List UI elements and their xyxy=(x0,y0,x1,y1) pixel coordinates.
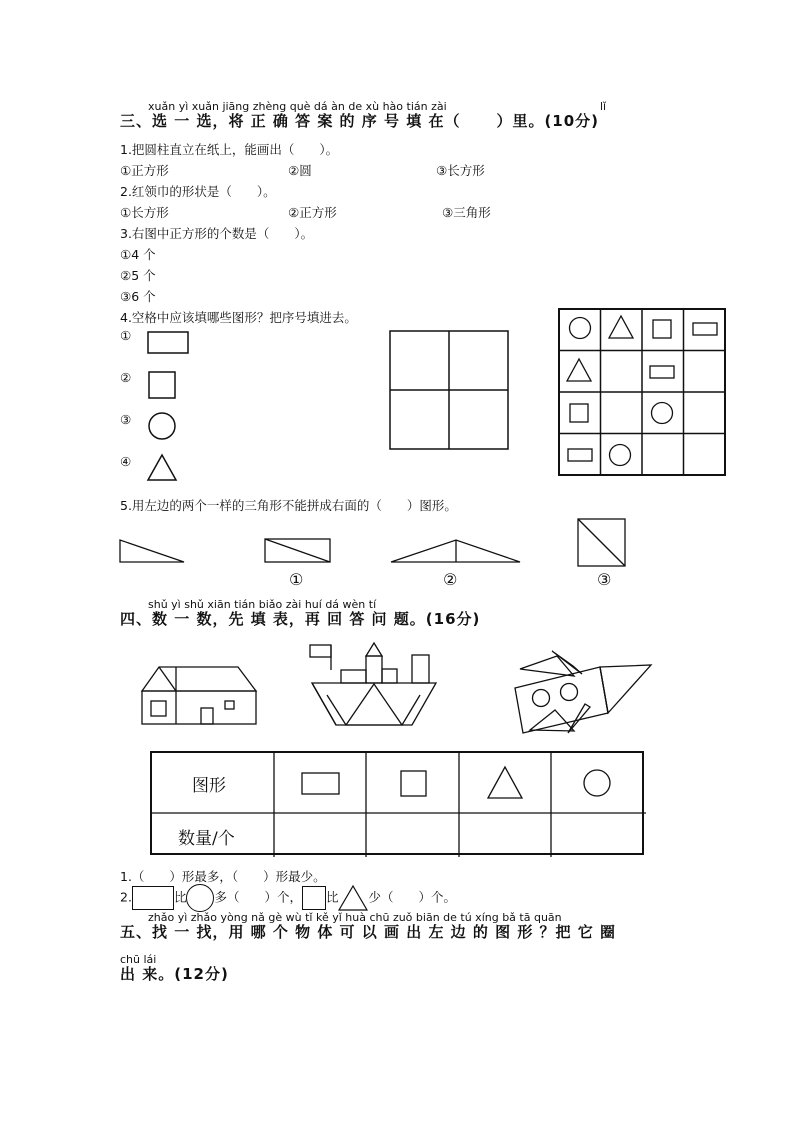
q5-figure-3 xyxy=(578,519,625,566)
q5-figure-2 xyxy=(391,540,520,562)
house-picture xyxy=(142,667,256,724)
q4-option-4-label: ④ xyxy=(120,454,132,469)
q2-circle-icon xyxy=(186,884,214,912)
section5-title: 五、找 一 找，用 哪 个 物 体 可 以 画 出 左 边 的 图 形 ？把 它 圈 xyxy=(120,923,617,941)
section3-title-a: 三、选 一 选，将 正 确 答 案 的 序 号 填 在（ xyxy=(120,112,461,130)
q5-label-3: ③ xyxy=(597,570,612,589)
q4-option-1-label: ① xyxy=(120,328,132,343)
q2-compare-1: 比 xyxy=(173,889,187,905)
count-rectangle-cell[interactable] xyxy=(276,815,364,855)
table-circle-shape xyxy=(584,770,610,796)
q2-triangle-icon xyxy=(338,885,368,911)
q5-label-1: ① xyxy=(289,570,304,589)
table-count-header: 数量/个 xyxy=(178,829,235,849)
question-2: 2.红领巾的形状是（ ）。 xyxy=(120,184,276,199)
q4-pattern-grid xyxy=(559,309,725,475)
section4-pinyin: shǔ yì shǔ xiān tián biǎo zài huí dá wèn tí xyxy=(148,598,377,611)
q1-option-2: ②圆 xyxy=(288,163,312,178)
count-square-cell[interactable] xyxy=(368,815,457,855)
option-triangle-shape xyxy=(148,455,176,480)
section5-title-2: 出 来。(12分) xyxy=(120,965,229,983)
section4-title: 四、数 一 数，先 填 表，再 回 答 问 题。(16分) xyxy=(120,610,481,628)
q1-option-3: ③长方形 xyxy=(436,163,485,178)
q2-less-text: 少（ ）个。 xyxy=(368,889,456,905)
question-1: 1.把圆柱直立在纸上，能画出（ ）。 xyxy=(120,142,339,157)
table-shape-header: 图形 xyxy=(192,776,226,796)
option-rectangle-shape xyxy=(148,332,188,353)
q2-option-1: ①长方形 xyxy=(120,205,169,220)
q2-option-2: ②正方形 xyxy=(288,205,337,220)
section4-question-1: 1.（ ）形最多，（ ）形最少。 xyxy=(120,869,326,884)
q2-compare-2: 比 xyxy=(325,889,339,905)
q5-figure-1 xyxy=(265,539,330,562)
table-rectangle-shape xyxy=(302,773,339,794)
q3-option-3: ③6 个 xyxy=(120,289,156,304)
q1-option-1: ①正方形 xyxy=(120,163,169,178)
q4-option-2-label: ② xyxy=(120,370,132,385)
question-5: 5.用左边的两个一样的三角形不能拼成右面的（ ）图形。 xyxy=(120,498,457,513)
count-circle-cell[interactable] xyxy=(553,815,642,855)
q4-option-3-label: ③ xyxy=(120,412,132,427)
q2-square-icon xyxy=(302,886,326,910)
q2-rectangle-icon xyxy=(132,886,174,910)
section3-title-b: ）里。(10分) xyxy=(496,112,600,130)
question-3: 3.右图中正方形的个数是（ ）。 xyxy=(120,226,314,241)
option-circle-shape xyxy=(149,413,175,439)
q2-prefix: 2. xyxy=(120,889,132,905)
option-square-shape xyxy=(149,372,175,398)
boat-picture xyxy=(310,643,436,725)
section3-pinyin: xuǎn yì xuǎn jiāng zhèng què dá àn de xù hào tián zài xyxy=(148,100,447,113)
section4-question-2 xyxy=(120,884,456,914)
q2-option-3: ③三角形 xyxy=(442,205,491,220)
question-4: 4.空格中应该填哪些图形？把序号填进去。 xyxy=(120,310,357,325)
table-square-shape xyxy=(401,771,426,796)
q5-label-2: ② xyxy=(443,570,458,589)
q3-option-2: ②5 个 xyxy=(120,268,156,283)
section3-pinyin-li: lǐ xyxy=(600,100,607,113)
count-triangle-cell[interactable] xyxy=(461,815,549,855)
rocket-picture xyxy=(515,651,651,733)
q3-option-1: ①4 个 xyxy=(120,247,156,262)
section5-pinyin: zhǎo yì zhǎo yòng nǎ gè wù tǐ kě yǐ huà chū zuǒ biān de tú xíng bǎ tā quān xyxy=(148,911,562,924)
table-triangle-shape xyxy=(488,767,522,798)
q2-more-text: 多（ ）个， xyxy=(214,889,302,905)
count-table xyxy=(150,751,644,855)
q5-source-triangle xyxy=(120,540,184,562)
section5-pinyin-2: chū lái xyxy=(120,953,157,966)
